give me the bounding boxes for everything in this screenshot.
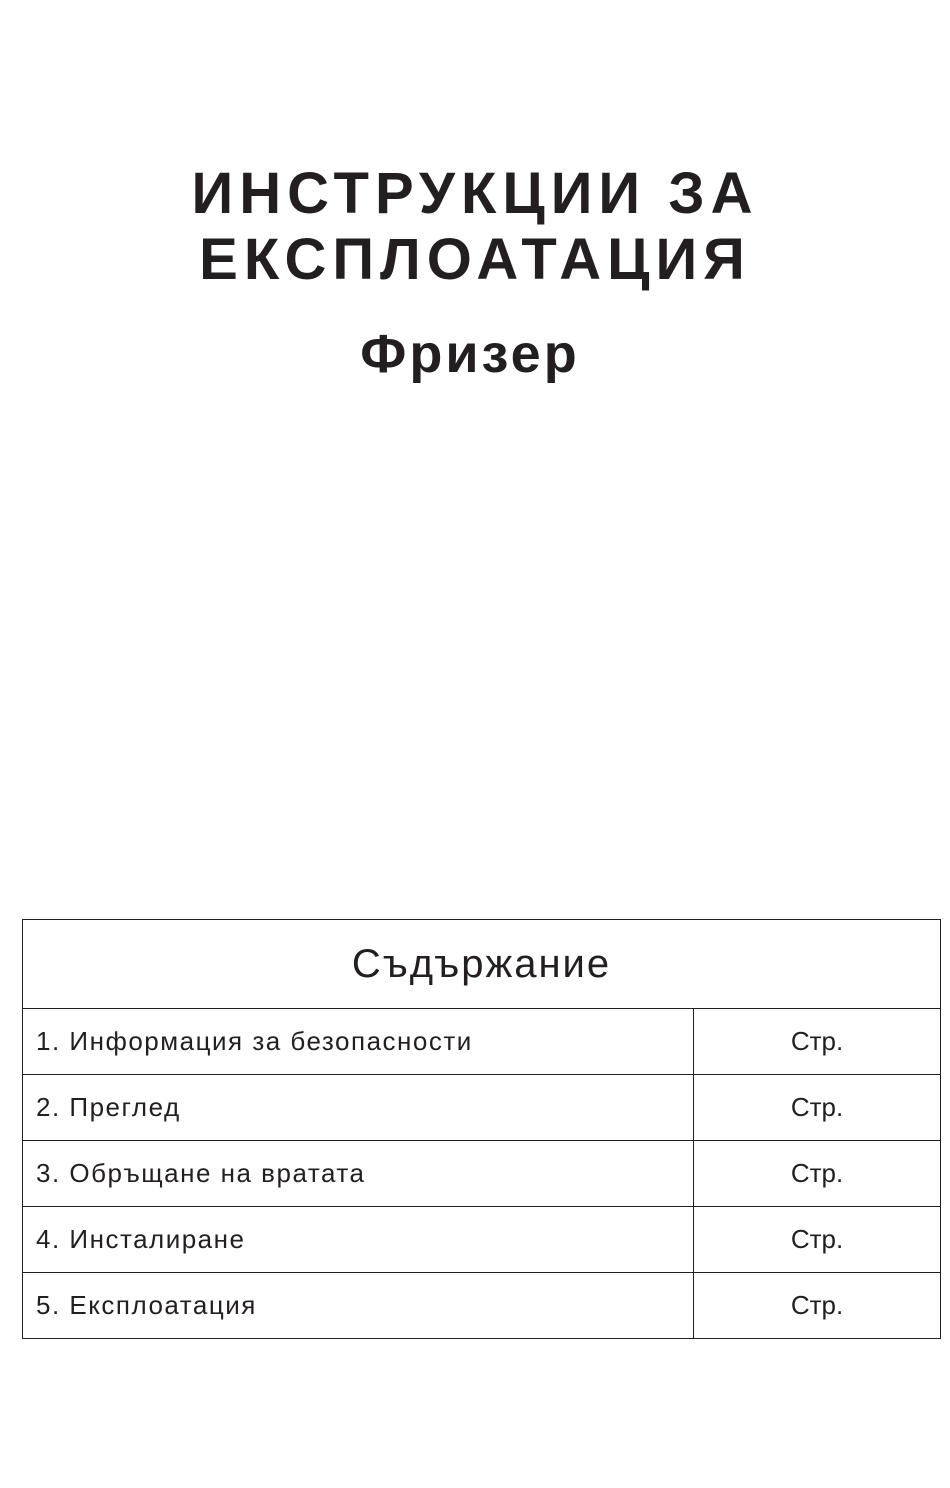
toc-item-label: 1. Информация за безопасности (23, 1009, 694, 1075)
toc-item-label: 3. Обръщане на вратата (23, 1141, 694, 1207)
toc-row (23, 1207, 941, 1273)
toc-row (23, 1009, 941, 1075)
toc-row (23, 1273, 941, 1339)
toc-item-page: Стр. (694, 1075, 941, 1141)
document-subtitle: Фризер (360, 324, 580, 384)
toc-heading: Съдържание (23, 920, 941, 1009)
document-title-line-1: ИНСТРУКЦИИ ЗА (191, 160, 759, 226)
toc-item-page: Стр. (694, 1207, 941, 1273)
toc-item-label: 5. Експлоатация (23, 1273, 694, 1339)
toc-item-label: 4. Инсталиране (23, 1207, 694, 1273)
document-title (0, 161, 950, 293)
toc-item-label: 2. Преглед (23, 1075, 694, 1141)
toc-item-page: Стр. (694, 1141, 941, 1207)
toc-item-page: Стр. (694, 1273, 941, 1339)
document-title-line-2: ЕКСПЛОАТАЦИЯ (199, 226, 751, 292)
toc-item-page: Стр. (694, 1009, 941, 1075)
toc-row (23, 1075, 941, 1141)
table-of-contents (22, 919, 941, 1339)
toc-heading-row (23, 920, 941, 1009)
toc-row (23, 1141, 941, 1207)
